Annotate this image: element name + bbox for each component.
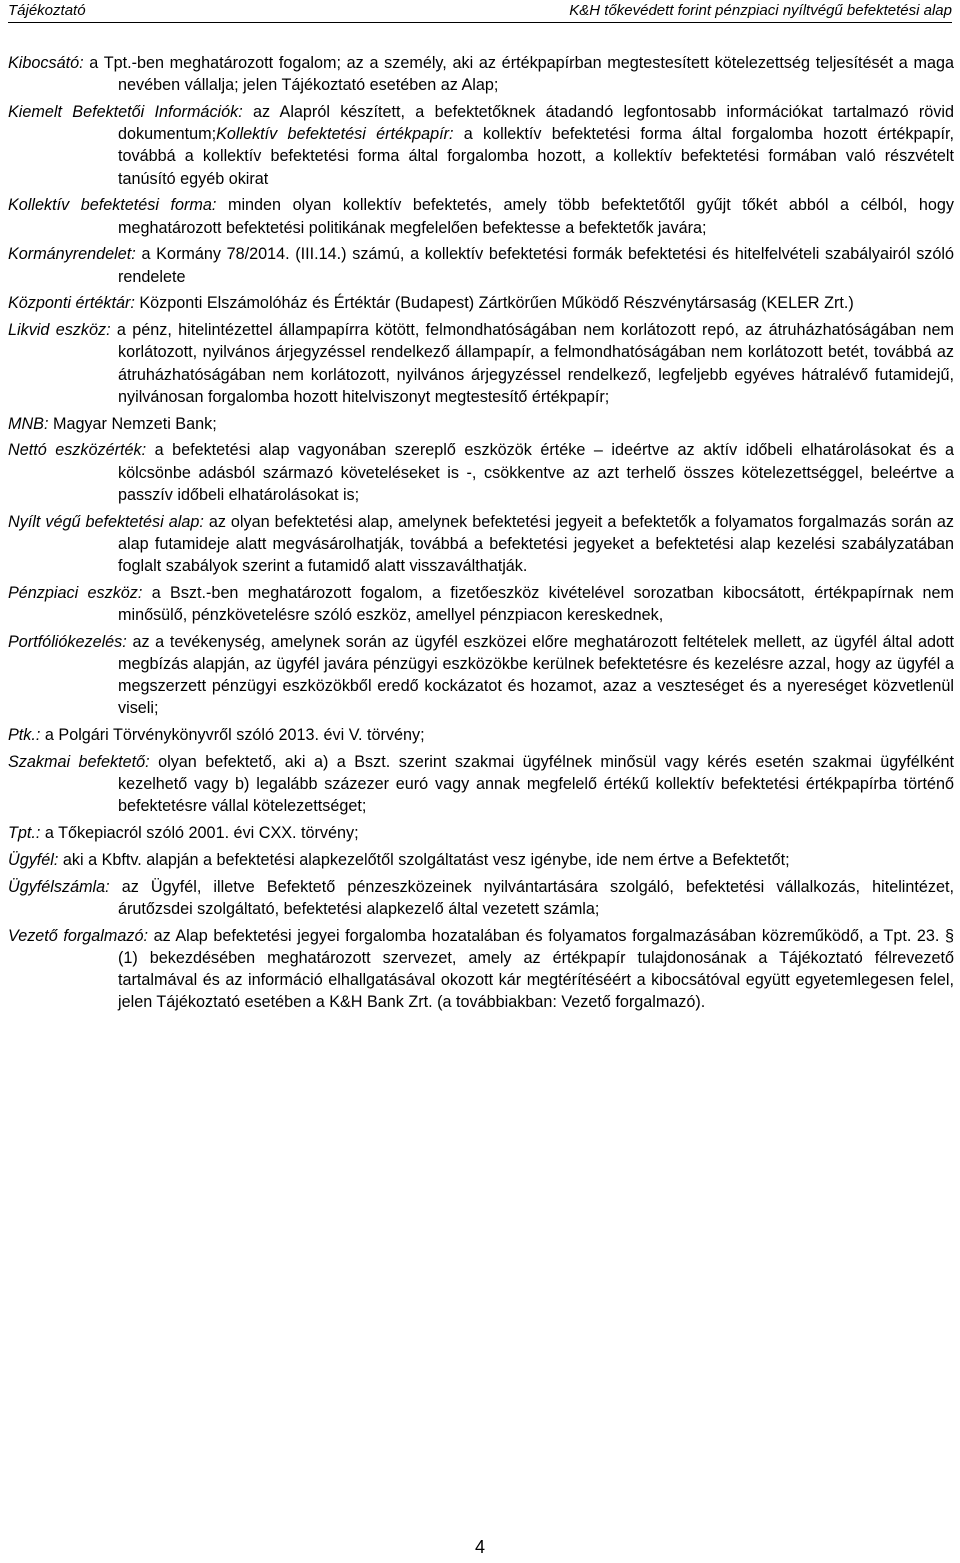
definition-term: Vezető forgalmazó: [8,926,148,945]
definition-text: a befektetési alap vagyonában szereplő eszközök értéke – ideértve az aktív időbeli elhatárolásokat és a kölcsönbe adásból származó követeléseket is -, csökkentve az azt terhelő összes kötelezettséggel, beleértve a passzív időbeli elhatárolásokat is; [118,441,954,504]
definition-text: Központi Elszámolóház és Értéktár (Budapest) Zártkörűen Működő Részvénytársaság (KELER Zrt.) [139,294,854,313]
definition-entry [8,822,954,844]
definition-text: Magyar Nemzeti Bank; [52,414,217,433]
definition-text: a Tpt.-ben meghatározott fogalom; az a személy, aki az értékpapírban megtestesített kötelezettség teljesítését a maga nevében vállalja; jelen Tájékoztató esetében az Alap; [89,54,954,95]
definition-term: Kollektív befektetési értékpapír: [216,125,454,144]
definition-text: az Alapról készített, a befektetőknek átadandó legfontosabb információkat tartalmazó rövid dokumentum; [118,103,955,144]
definition-entry [8,194,954,238]
definition-entry [8,292,954,314]
header-right-title: K&H tőkevédett forint pénzpiaci nyíltvégű befektetési alap [569,2,952,19]
definition-text: az a tevékenység, amelynek során az ügyfél eszközei előre meghatározott feltételek mellett, az ügyfél által adott megbízás alapján, az ügyfél javára pénzügyi eszközökbe kerülnek befektetésre és kezelésre azzal, hogy az ügyfél a megszerzett pénzügyi eszközökből eredő kockázatot és hozamot, azaz a veszteséget és a nyereséget közvetlenül viseli; [118,632,955,718]
definition-text: a Tőkepiacról szóló 2001. évi CXX. törvény; [44,824,359,843]
definition-term: Nyílt végű befektetési alap: [8,512,204,531]
definition-term: Kormányrendelet: [8,245,136,264]
definition-term: Portfóliókezelés: [8,632,127,651]
definitions-list [8,52,954,1018]
definition-text: az olyan befektetési alap, amelynek befektetési jegyeit a befektetők a folyamatos forgalmazás során az alap futamideje alatt megvásárolhatják, továbbá a befektetési jegyeket a befektetési alap kezelési szabályzatában foglalt szabályok szerint a futamidő alatt visszaválthatják. [118,512,954,576]
definition-term: MNB: [8,414,49,433]
definition-text: az Ügyfél, illetve Befektető pénzeszközeinek nyilvántartására szolgáló, befektetési vállalkozás, hitelintézet, árutőzsdei szolgáltató, befektetési alapkezelő által vezetett számla; [118,877,954,919]
definition-text: a pénz, hitelintézettel állampapírra kötött, felmondhatóságában nem korlátozott repó, az átruházhatóságában nem korlátozott, nyilvános árjegyzéssel rendelkező állampapír, a felmondhatóságában nem korlátozott betét, továbbá az átruházhatóságában nem korlátozott, nyilvános árjegyzéssel rendelkező, legfeljebb egyéves hátralévő futamidejű, nyilvánosan forgalomba hozott hitelviszonyt megtestesítő értékpapír; [116,321,955,406]
definition-entry [8,925,954,1014]
definition-text: a Bszt.-ben meghatározott fogalom, a fizetőeszköz kivételével sorozatban kibocsátott, értékpapírnak nem minősülő, pénzkövetelésre szóló eszköz, amellyel pénzpiacon kereskednek, [118,583,954,625]
page-number: 4 [474,1537,485,1557]
definition-entry [8,849,954,871]
definition-text: a Polgári Törvénykönyvről szóló 2013. évi V. törvény; [44,726,425,745]
definition-text: a kollektív befektetési forma által forgalomba hozott értékpapír, továbbá a kollektív befektetési forma által forgalomba hozott, a kollektív befektetési formában való részvételt tanúsító egyéb okirat [118,125,955,188]
definition-term: Központi értéktár: [8,294,135,313]
definition-term: Kibocsátó: [8,54,84,72]
definition-entry [8,413,954,435]
definition-term: Ptk.: [8,726,41,745]
definition-entry [8,751,954,818]
definition-text: az Alap befektetési jegyei forgalomba hozatalában és folyamatos forgalmazásában közreműködő, a Tpt. 23. § (1) bekezdésében meghatározott szervezet, amely az értékpapír tulajdonosának a Tájékoztató félrevezető tartalmával és az információ elhallgatásával okozott kár megtérítéséért a kibocsátóval együtt egyetemlegesen felel, jelen Tájékoztató esetében a K&H Bank Zrt. (a továbbiakban: Vezető forgalmazó). [118,926,955,1012]
definition-term: Likvid eszköz: [8,321,111,340]
definition-entry [8,511,954,578]
definition-term: Szakmai befektető: [8,753,150,772]
definition-entry [8,243,954,287]
definition-term: Kollektív befektetési forma: [8,196,217,215]
definition-term: Ügyfél: [8,851,59,870]
definition-term: Pénzpiaci eszköz: [8,583,143,602]
definition-term: Ügyfélszámla: [8,877,110,896]
definition-term: Tpt.: [8,824,41,843]
definition-entry [8,724,954,746]
definition-entry [8,876,954,920]
definition-entry [8,101,954,190]
definition-text: aki a Kbftv. alapján a befektetési alapkezelőtől szolgáltatást vesz igénybe, ide nem értve a Befektetőt; [62,851,790,870]
definition-text: minden olyan kollektív befektetés, amely több befektetőtől gyűjt tőkét abból a célból, hogy meghatározott befektetési politikának megfelelően befektesse a befektetők javára; [118,196,955,237]
definition-entry [8,582,954,626]
page-header [8,0,952,23]
definition-term: Kiemelt Befektetői Információk: [8,103,243,121]
definition-entry [8,439,954,506]
header-left-title: Tájékoztató [8,2,86,19]
definition-entry [8,631,954,720]
definition-entry [8,52,954,96]
definition-text: a Kormány 78/2014. (III.14.) számú, a kollektív befektetési formák befektetési és hitelfelvételi szabályairól szóló rendelete [118,245,955,286]
definition-entry [8,319,954,408]
definition-term: Nettó eszközérték: [8,441,147,460]
definition-text: olyan befektető, aki a) a Bszt. szerint szakmai ügyfélnek minősül vagy kérés esetén szakmai ügyfélként kezelhető vagy b) legalább százezer euró vagy annak megfelelő értékű kollektív befektetési értékpapírba történő befektetésre vállal kötelezettséget; [118,753,955,816]
